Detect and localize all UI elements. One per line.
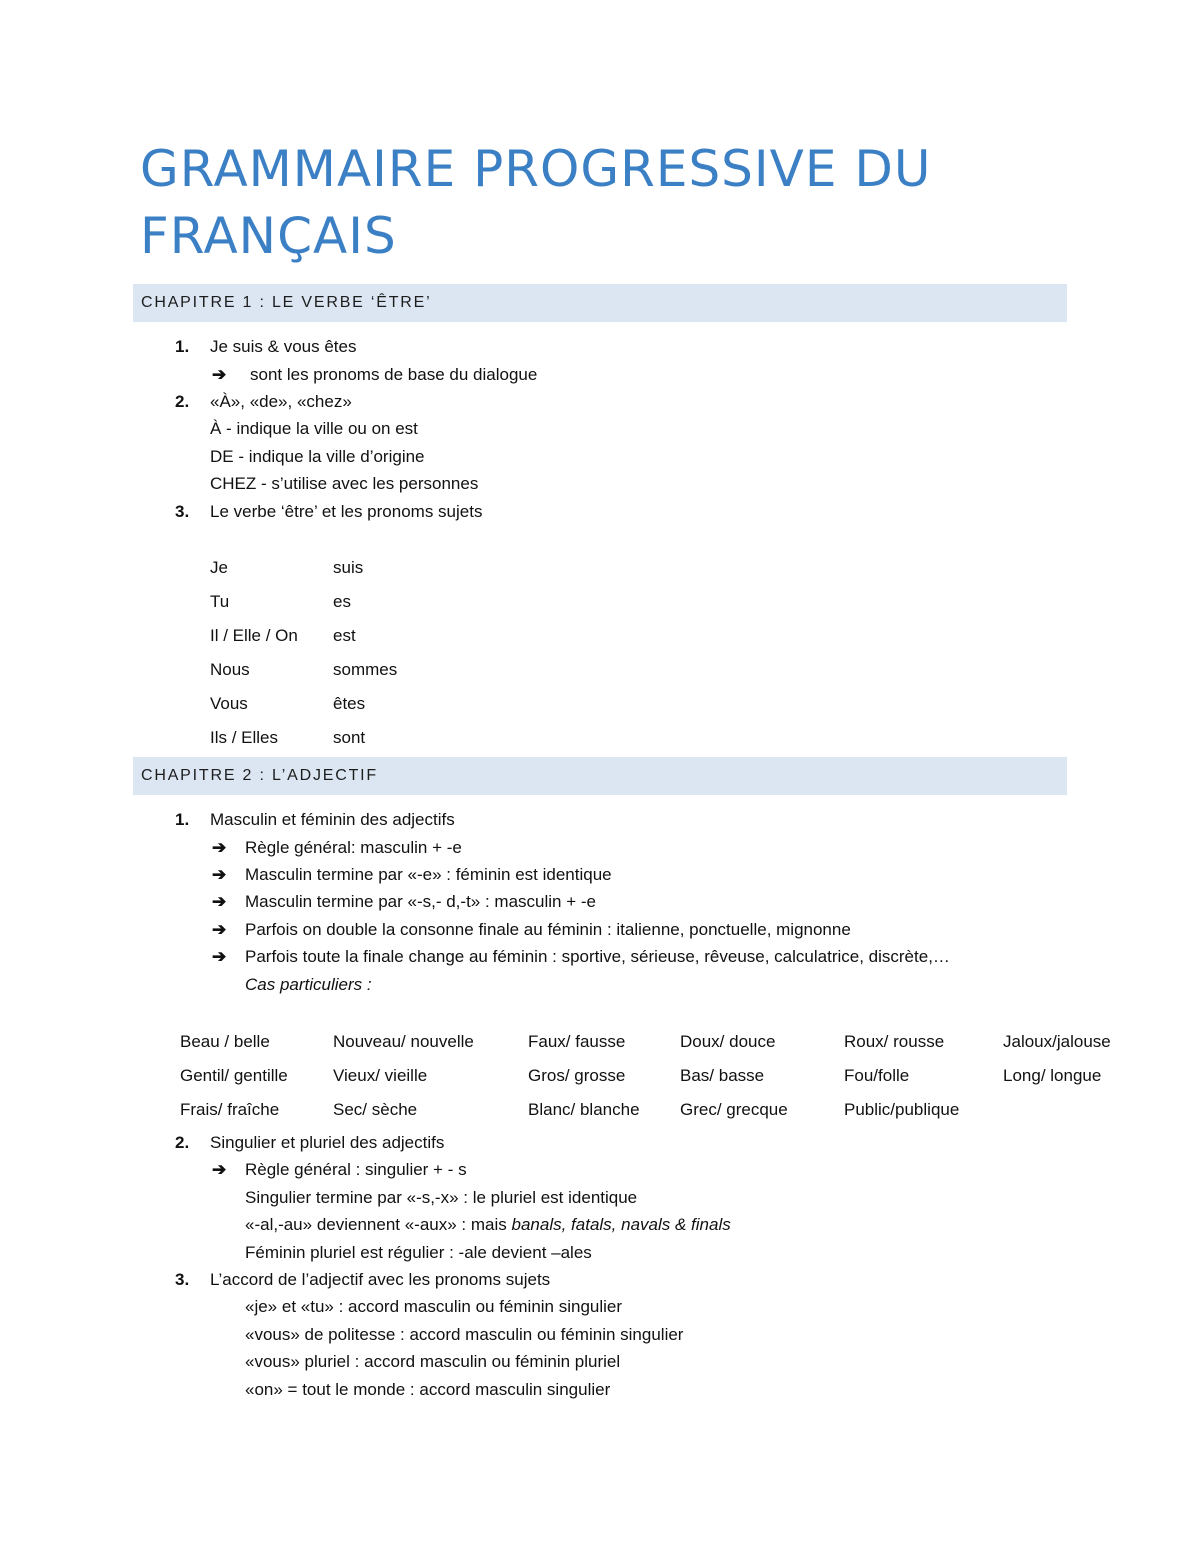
right-arrow-icon: ➔ — [212, 865, 227, 884]
rule-text: Parfois toute la finale change au féminin : sportive, sérieuse, rêveuse, calculatrice, discrète,… — [245, 947, 950, 966]
rule-text: «on» = tout le monde : accord masculin singulier — [245, 1380, 611, 1399]
list-item-text: Le verbe ‘être’ et les pronoms sujets — [210, 502, 483, 521]
list-sub-text: CHEZ - s’utilise avec les personnes — [210, 474, 479, 493]
table-cell: Nouveau/ nouvelle — [333, 1032, 474, 1051]
list-number: 2. — [175, 392, 190, 411]
list-number: 1. — [175, 337, 190, 356]
title-line-2: FRANÇAIS — [140, 207, 397, 265]
verb-cell: est — [333, 626, 356, 645]
document-title — [140, 136, 1040, 270]
table-cell: Beau / belle — [180, 1032, 270, 1051]
rule-text: «vous» pluriel : accord masculin ou féminin pluriel — [245, 1352, 621, 1371]
rule-text: Masculin termine par «-e» : féminin est identique — [245, 865, 612, 884]
rule-text: Singulier termine par «-s,-x» : le pluriel est identique — [245, 1188, 638, 1207]
verb-cell: suis — [333, 558, 364, 577]
right-arrow-icon: ➔ — [212, 920, 227, 939]
list-item-text: Je suis & vous êtes — [210, 337, 357, 356]
right-arrow-icon: ➔ — [212, 838, 227, 857]
list-number: 1. — [175, 810, 190, 829]
table-cell: Gentil/ gentille — [180, 1066, 288, 1085]
list-item-text: Masculin et féminin des adjectifs — [210, 810, 455, 829]
table-cell: Doux/ douce — [680, 1032, 776, 1051]
right-arrow-icon: ➔ — [212, 365, 227, 384]
rule-text-prefix: «-al,-au» deviennent «-aux» : mais — [245, 1215, 512, 1234]
table-cell: Frais/ fraîche — [180, 1100, 280, 1119]
list-sub-text: À - indique la ville ou on est — [210, 419, 418, 438]
special-cases-label: Cas particuliers : — [245, 975, 372, 994]
pronoun-cell: Nous — [210, 660, 250, 679]
verb-cell: sont — [333, 728, 366, 747]
table-cell: Vieux/ vieille — [333, 1066, 428, 1085]
title-line-1: GRAMMAIRE PROGRESSIVE DU — [140, 140, 932, 198]
pronoun-cell: Il / Elle / On — [210, 626, 298, 645]
verb-cell: sommes — [333, 660, 398, 679]
right-arrow-icon: ➔ — [212, 947, 227, 966]
table-cell: Long/ longue — [1003, 1066, 1102, 1085]
chapter-2-heading — [133, 757, 1067, 795]
verb-cell: es — [333, 592, 351, 611]
table-cell: Public/publique — [844, 1100, 960, 1119]
chapter-1-heading-text: CHAPITRE 1 : LE VERBE ‘ÊTRE’ — [141, 294, 432, 311]
list-sub-text: sont les pronoms de base du dialogue — [250, 365, 538, 384]
list-item-text: «À», «de», «chez» — [210, 392, 352, 411]
list-number: 2. — [175, 1133, 190, 1152]
list-number: 3. — [175, 1270, 190, 1289]
table-cell: Faux/ fausse — [528, 1032, 626, 1051]
table-cell: Jaloux/jalouse — [1003, 1032, 1111, 1051]
rule-text-exceptions: banals, fatals, navals & finals — [511, 1215, 731, 1234]
table-cell: Gros/ grosse — [528, 1066, 626, 1085]
pronoun-cell: Je — [210, 558, 228, 577]
right-arrow-icon: ➔ — [212, 1160, 227, 1179]
list-item-text: L’accord de l’adjectif avec les pronoms sujets — [210, 1270, 551, 1289]
table-cell: Fou/folle — [844, 1066, 910, 1085]
table-cell: Bas/ basse — [680, 1066, 765, 1085]
rule-text: «je» et «tu» : accord masculin ou féminin singulier — [245, 1297, 623, 1316]
table-cell: Grec/ grecque — [680, 1100, 788, 1119]
right-arrow-icon: ➔ — [212, 892, 227, 911]
rule-text — [245, 1214, 731, 1236]
pronoun-cell: Vous — [210, 694, 248, 713]
rule-text: Féminin pluriel est régulier : -ale devient –ales — [245, 1243, 592, 1262]
table-cell: Sec/ sèche — [333, 1100, 418, 1119]
verb-cell: êtes — [333, 694, 366, 713]
rule-text: Règle général: masculin + -e — [245, 838, 462, 857]
table-cell: Roux/ rousse — [844, 1032, 945, 1051]
rule-text: Parfois on double la consonne finale au féminin : italienne, ponctuelle, mignonne — [245, 920, 851, 939]
list-sub-text: DE - indique la ville d’origine — [210, 447, 425, 466]
rule-text: Règle général : singulier + - s — [245, 1160, 467, 1179]
rule-text: Masculin termine par «-s,- d,-t» : masculin + -e — [245, 892, 596, 911]
list-number: 3. — [175, 502, 190, 521]
chapter-1-heading — [133, 284, 1067, 322]
pronoun-cell: Ils / Elles — [210, 728, 279, 747]
chapter-2-heading-text: CHAPITRE 2 : L’ADJECTIF — [141, 767, 378, 784]
table-cell: Blanc/ blanche — [528, 1100, 640, 1119]
pronoun-cell: Tu — [210, 592, 230, 611]
rule-text: «vous» de politesse : accord masculin ou féminin singulier — [245, 1325, 684, 1344]
list-item-text: Singulier et pluriel des adjectifs — [210, 1133, 445, 1152]
